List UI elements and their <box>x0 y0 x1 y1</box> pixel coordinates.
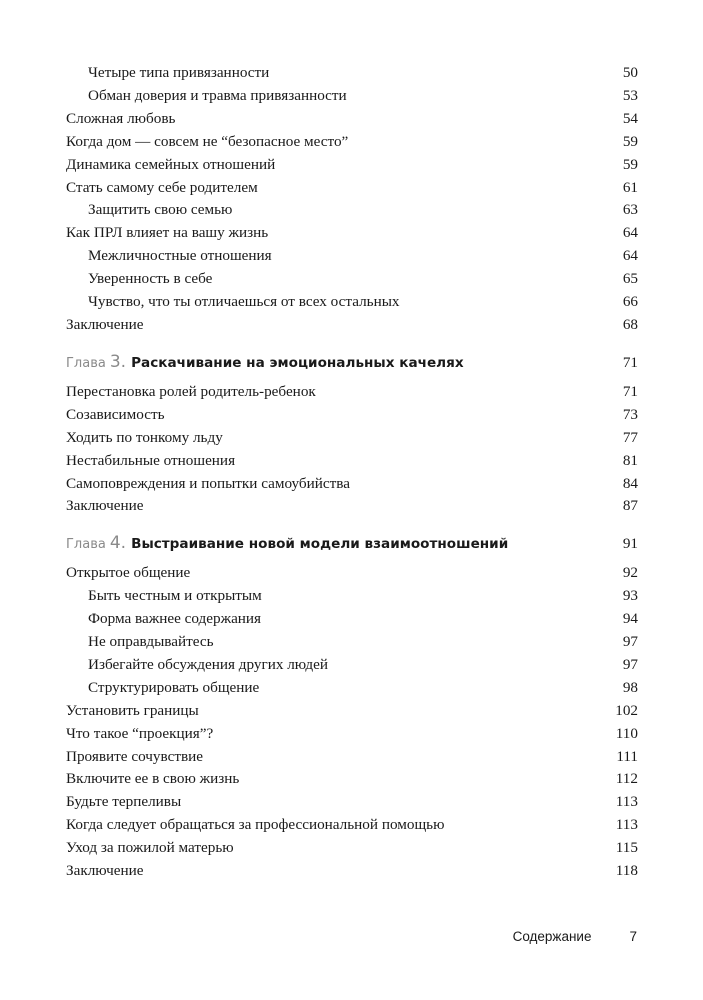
entry-page: 77 <box>622 428 638 446</box>
entry-page: 65 <box>622 270 638 288</box>
entry-page: 73 <box>622 405 638 423</box>
entry-page: 71 <box>622 382 638 400</box>
toc-entry <box>66 791 638 814</box>
toc-subentry <box>66 677 638 700</box>
toc-entry <box>66 814 638 837</box>
chapter-page: 91 <box>622 535 638 553</box>
page-number: 7 <box>629 929 637 944</box>
toc-subentry <box>66 585 638 608</box>
entry-page: 61 <box>622 178 638 196</box>
toc-subentry <box>66 85 638 108</box>
entry-page: 59 <box>622 155 638 173</box>
toc-entry <box>66 723 638 746</box>
entry-page: 98 <box>622 678 638 696</box>
toc-entry <box>66 222 638 245</box>
toc-entry <box>66 177 638 200</box>
chapter-heading <box>66 532 638 556</box>
toc-subentry <box>66 245 638 268</box>
toc-entry <box>66 768 638 791</box>
entry-title: Обман доверия и травма привязанности <box>88 86 347 104</box>
toc-entry <box>66 154 638 177</box>
entry-title: Включите ее в свою жизнь <box>66 770 240 788</box>
entry-title: Открытое общение <box>66 564 191 582</box>
chapter-title-group <box>66 351 464 375</box>
toc-subentry <box>66 654 638 677</box>
toc-entry <box>66 450 638 473</box>
page-footer <box>513 929 637 944</box>
entry-page: 59 <box>622 132 638 150</box>
entry-title: Установить границы <box>66 701 199 719</box>
entry-page: 94 <box>622 610 638 628</box>
entry-title: Будьте терпеливы <box>66 793 182 811</box>
entry-page: 102 <box>615 701 638 719</box>
entry-title: Сложная любовь <box>66 109 176 127</box>
toc-entry <box>66 860 638 883</box>
entry-page: 97 <box>622 655 638 673</box>
entry-page: 113 <box>615 793 638 811</box>
table-of-contents <box>66 62 638 883</box>
toc-subentry <box>66 268 638 291</box>
entry-title: Ходить по тонкому льду <box>66 428 223 446</box>
entry-title: Когда дом — совсем не “безопасное место” <box>66 132 349 150</box>
entry-title: Динамика семейных отношений <box>66 155 276 173</box>
entry-title: Стать самому себе родителем <box>66 178 258 196</box>
toc-entry <box>66 404 638 427</box>
entry-title: Защитить свою семью <box>88 201 233 219</box>
entry-title: Структурировать общение <box>88 678 260 696</box>
chapter-number: 3. <box>109 351 127 372</box>
toc-entry <box>66 314 638 337</box>
toc-entry <box>66 700 638 723</box>
entry-title: Уход за пожилой матерью <box>66 839 234 857</box>
chapter-title: Выстраивание новой модели взаимоотношений <box>131 536 509 553</box>
chapter-prefix: Глава <box>66 537 106 553</box>
entry-title: Когда следует обращаться за профессиональной помощью <box>66 816 445 834</box>
entry-page: 63 <box>622 201 638 219</box>
toc-subentry <box>66 608 638 631</box>
entry-title: Самоповреждения и попытки самоубийства <box>66 474 350 492</box>
entry-page: 97 <box>622 633 638 651</box>
chapter-heading <box>66 351 638 375</box>
entry-title: Что такое “проекция”? <box>66 724 214 742</box>
chapter-number: 4. <box>109 533 127 554</box>
toc-entry <box>66 473 638 496</box>
entry-title: Перестановка ролей родитель-ребенок <box>66 382 316 400</box>
toc-subentry <box>66 62 638 85</box>
toc-entry <box>66 837 638 860</box>
entry-title: Избегайте обсуждения других людей <box>88 655 328 673</box>
entry-page: 93 <box>622 587 638 605</box>
entry-page: 68 <box>622 315 638 333</box>
entry-title: Межличностные отношения <box>88 247 272 265</box>
entry-page: 111 <box>616 747 638 765</box>
entry-title: Не оправдывайтесь <box>88 633 214 651</box>
entry-page: 115 <box>615 839 638 857</box>
entry-title: Форма важнее содержания <box>88 610 262 628</box>
entry-page: 92 <box>622 564 638 582</box>
toc-entry <box>66 427 638 450</box>
toc-entry <box>66 131 638 154</box>
toc-entry <box>66 381 638 404</box>
toc-subentry <box>66 291 638 314</box>
entry-page: 84 <box>622 474 638 492</box>
entry-page: 64 <box>622 247 638 265</box>
entry-title: Чувство, что ты отличаешься от всех остальных <box>88 293 400 311</box>
toc-entry <box>66 562 638 585</box>
entry-title: Нестабильные отношения <box>66 451 236 469</box>
entry-title: Заключение <box>66 315 144 333</box>
entry-page: 113 <box>615 816 638 834</box>
toc-entry <box>66 108 638 131</box>
entry-page: 118 <box>615 862 638 880</box>
entry-title: Быть честным и открытым <box>88 587 262 605</box>
entry-page: 50 <box>622 64 638 81</box>
entry-page: 110 <box>615 724 638 742</box>
entry-page: 64 <box>622 224 638 242</box>
toc-entry <box>66 495 638 518</box>
running-footer-section: Содержание <box>512 929 592 944</box>
entry-page: 81 <box>622 451 638 469</box>
entry-page: 53 <box>622 86 638 104</box>
toc-subentry <box>66 631 638 654</box>
entry-page: 87 <box>622 497 638 515</box>
chapter-title-group <box>66 532 508 556</box>
entry-page: 66 <box>622 293 638 311</box>
entry-title: Четыре типа привязанности <box>88 64 270 81</box>
entry-page: 112 <box>615 770 638 788</box>
entry-title: Как ПРЛ влияет на вашу жизнь <box>66 224 269 242</box>
entry-title: Проявите сочувствие <box>66 747 203 765</box>
toc-entry <box>66 746 638 769</box>
entry-page: 54 <box>622 109 638 127</box>
chapter-page: 71 <box>622 353 638 371</box>
chapter-prefix: Глава <box>66 355 106 371</box>
entry-title: Заключение <box>66 497 144 515</box>
entry-title: Созависимость <box>66 405 165 423</box>
chapter-title: Раскачивание на эмоциональных качелях <box>131 354 464 371</box>
toc-subentry <box>66 199 638 222</box>
entry-title: Заключение <box>66 862 144 880</box>
entry-title: Уверенность в себе <box>88 270 213 288</box>
